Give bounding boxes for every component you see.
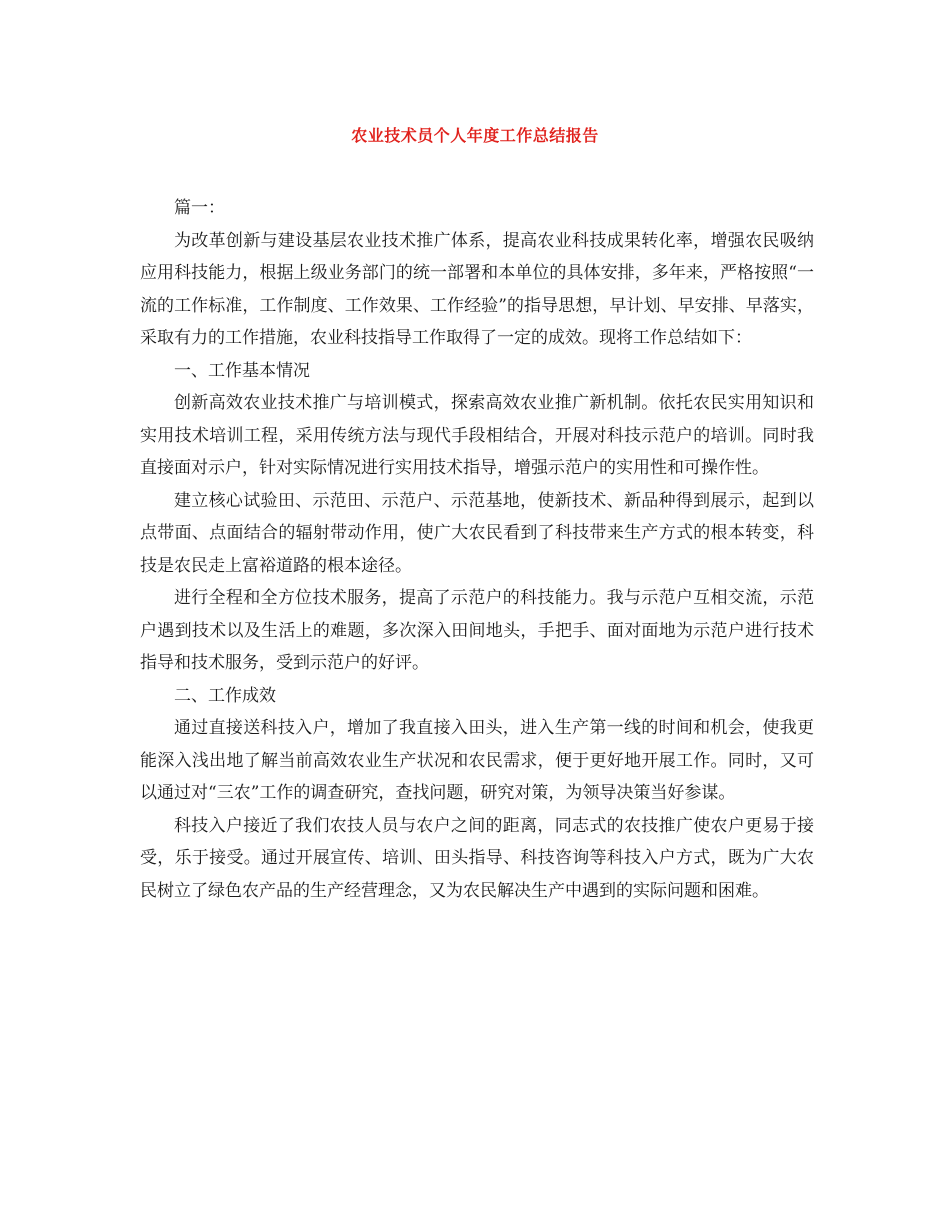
- paragraph-section-label: 篇一：: [174, 198, 225, 218]
- document-title: 农业技术员个人年度工作总结报告: [351, 126, 599, 145]
- paragraph: 进行全程和全方位技术服务，提高了示范户的科技能力。我与示范户互相交流，示范户遇到技术以及生活上的难题，多次深入田间地头，手把手、面对面地为示范户进行技术指导和技术服务，受到示范户的好评。: [140, 588, 814, 673]
- paragraph: 通过直接送科技入户，增加了我直接入田头，进入生产第一线的时间和机会，使我更能深入浅出地了解当前高效农业生产状况和农民需求，便于更好地开展工作。同时，又可以通过对“三农”工作的调查研究，查找问题，研究对策，为领导决策当好参谋。: [140, 718, 814, 803]
- section-heading: 一、工作基本情况: [174, 360, 310, 381]
- document-body: [140, 192, 814, 907]
- paragraph: 为改革创新与建设基层农业技术推广体系，提高农业科技成果转化率，增强农民吸纳应用科技能力，根据上级业务部门的统一部署和本单位的具体安排，多年来，严格按照“一流的工作标准，工作制度、工作效果、工作经验”的指导思想，早计划、早安排、早落实，采取有力的工作措施，农业科技指导工作取得了一定的成效。现将工作总结如下：: [140, 230, 814, 348]
- paragraph: 建立核心试验田、示范田、示范户、示范基地，使新技术、新品种得到展示，起到以点带面、点面结合的辐射带动作用，使广大农民看到了科技带来生产方式的根本转变，科技是农民走上富裕道路的根本途径。: [140, 490, 814, 576]
- paragraph: 创新高效农业技术推广与培训模式，探索高效农业推广新机制。依托农民实用知识和实用技术培训工程，采用传统方法与现代手段相结合，开展对科技示范户的培训。同时我直接面对示户，针对实际情况进行实用技术指导，增强示范户的实用性和可操作性。: [140, 393, 814, 478]
- paragraph: 科技入户接近了我们农技人员与农户之间的距离，同志式的农技推广使农户更易于接受，乐于接受。通过开展宣传、培训、田头指导、科技咨询等科技入户方式，既为广大农民树立了绿色农产品的生产经营理念，又为农民解决生产中遇到的实际问题和困难。: [140, 815, 814, 901]
- section-heading: 二、工作成效: [174, 685, 276, 706]
